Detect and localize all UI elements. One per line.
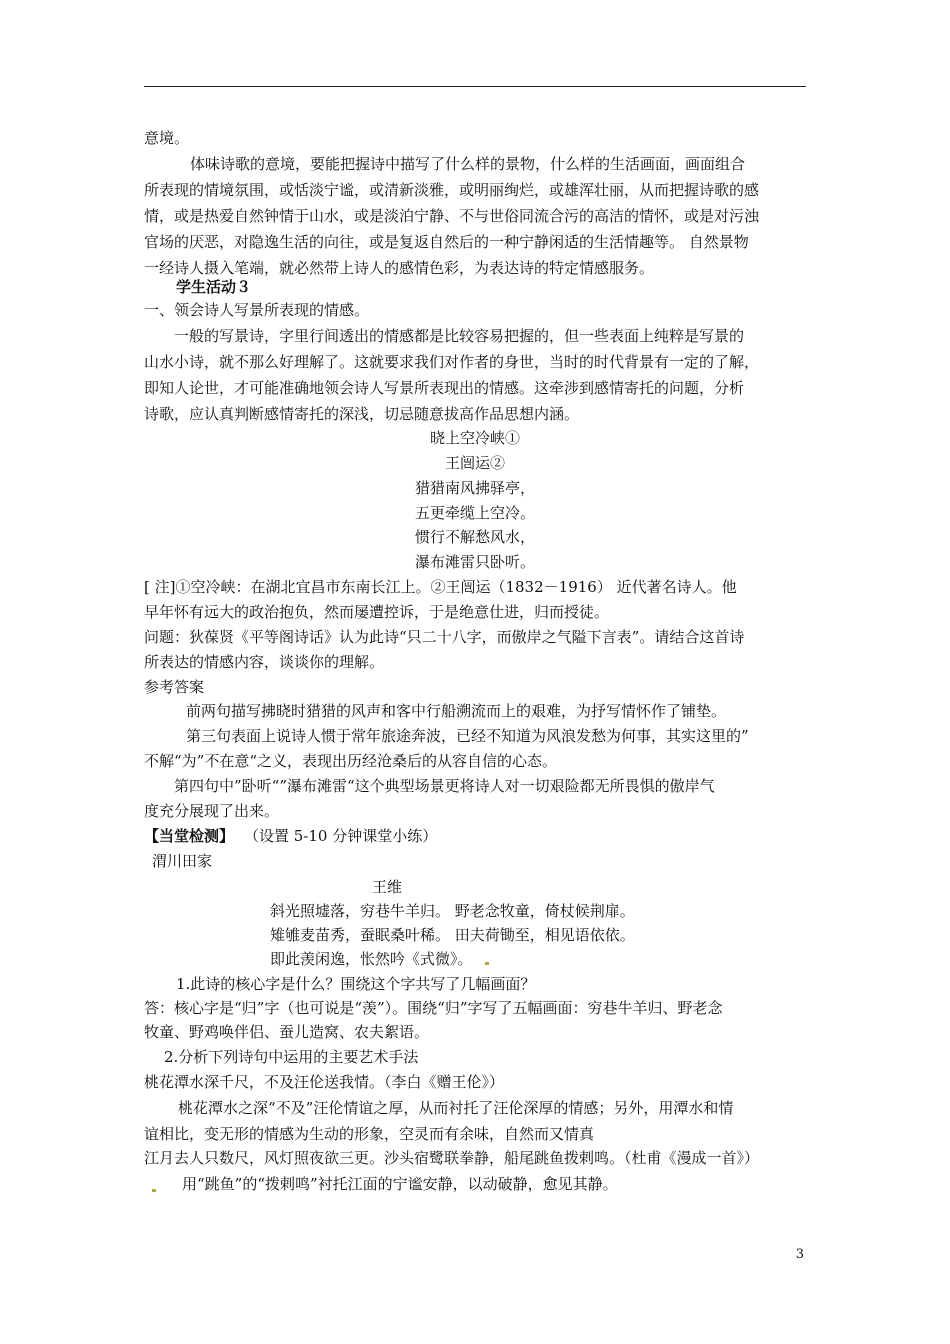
text-line: 意境。 [144, 129, 190, 147]
poem-title: 渭川田家 [152, 852, 213, 870]
text-line: 官场的厌恶，对隐逸生活的向往，或是复返自然后的一种宁静闲适的生活情趣等。 自然景物 [144, 233, 749, 251]
question-line: 所表达的情感内容，谈谈你的理解。 [144, 653, 385, 671]
section-heading-check: 【当堂检测】 [144, 827, 235, 845]
header-rule [144, 86, 806, 87]
section-heading: 学生活动３ [176, 278, 252, 296]
answer-line: 前两句描写拂晓时猎猎的风声和客中行船溯流而上的艰难，为抒写情怀作了铺垫。 [186, 702, 727, 720]
question-line: 问题：狄葆贤《平等阁诗话》认为此诗“只二十八字，而傲岸之气隘下言表”。请结合这首诗 [144, 628, 745, 646]
answer-line: 不解“为”不在意“之义，表现出历经沧桑后的从容自信的心态。 [144, 752, 558, 770]
text-line: 情，或是热爱自然钟情于山水，或是淡泊宁静、不与世俗同流合污的高洁的情怀，或是对污浊 [144, 207, 760, 225]
poem-author: 王闿运② [444, 454, 505, 472]
poem-author: 王维 [372, 878, 403, 896]
section-note: （设置 5-10 分钟课堂小练） [244, 827, 438, 845]
annotation-line: 早年怀有远大的政治抱负，然而屡遭控诉，于是绝意仕进，归而授徒。 [144, 603, 610, 621]
question-line: 1.此诗的核心字是什么？围绕这个字共写了几幅画面？ [176, 975, 536, 993]
answer-line: 用“跳鱼”的“拨剌鸣”衬托江面的宁谧安静，以动破静，愈见其静。 [182, 1175, 618, 1193]
poem-line: 猎猎南风拂驿亭， [414, 479, 535, 497]
answer-line: 牧童、野鸡唤伴侣、蚕儿造窝、农夫絮语。 [144, 1023, 430, 1041]
text-line: 体味诗歌的意境，要能把握诗中描写了什么样的景物，什么样的生活画面，画面组合 [190, 155, 746, 173]
text-line: 即知人论世，才可能准确地领会诗人写景所表现出的情感。这牵涉到感情寄托的问题，分析 [144, 379, 745, 397]
answer-line: 度充分展现了出来。 [144, 802, 280, 820]
answer-line: 第三句表面上说诗人惯于常年旅途奔波，已经不知道为风浪发愁为何事，其实这里的” [186, 727, 749, 745]
answer-line: 第四句中”卧听“”瀑布滩雷“这个典型场景更将诗人对一切艰险都无所畏惧的傲岸气 [174, 777, 715, 795]
text-line: 一经诗人摄入笔端，就必然带上诗人的感情色彩，为表达诗的特定情感服务。 [144, 259, 655, 277]
question-line: 2.分析下列诗句中运用的主要艺术手法 [164, 1048, 419, 1066]
answer-heading: 参考答案 [144, 678, 205, 696]
text-line: 山水小诗，就不那么好理解了。这就要求我们对作者的身世，当时的时代背景有一定的了解， [144, 353, 760, 371]
answer-line: 谊相比，变无形的情感为生动的形象，空灵而有余味，自然而又情真 [144, 1125, 595, 1143]
poem-line: 雉雊麦苗秀，蚕眠桑叶稀。 田夫荷锄至，相见语依依。 [270, 926, 635, 944]
poem-line: 桃花潭水深千尺，不及汪伦送我情。（李白《赠王伦》） [144, 1073, 505, 1091]
answer-line: 答：核心字是“归”字（也可说是“羡”）。围绕“归”字写了五幅画面：穷巷牛羊归、野老念 [144, 999, 723, 1017]
text-line: 所表现的情境氛围，或恬淡宁谧，或清新淡雅，或明丽绚烂，或雄浑壮丽，从而把握诗歌的感 [144, 181, 760, 199]
answer-line: 桃花潭水之深“不及”汪伦情谊之厚，从而衬托了汪伦深厚的情感；另外，用潭水和情 [178, 1099, 734, 1117]
annotation-line: [ 注]①空冷峡：在湖北宜昌市东南长江上。②王闿运（1832－1916） 近代著名诗人。他 [144, 578, 737, 596]
scan-mark [152, 1189, 156, 1192]
poem-line: 即此羡闲逸，怅然吟《式微》。 [270, 950, 473, 968]
poem-title: 晓上空冷峡① [429, 429, 520, 447]
scan-mark [485, 962, 489, 965]
page-number: 3 [795, 1247, 804, 1262]
text-line: 一般的写景诗，字里行间透出的情感都是比较容易把握的，但一些表面上纯粹是写景的 [174, 327, 745, 345]
poem-line: 瀑布滩雷只卧听。 [414, 553, 535, 571]
poem-line: 江月去人只数尺，风灯照夜欲三更。沙头宿鹭联拳静，船尾跳鱼拨剌鸣。（杜甫《漫成一首》） [144, 1149, 760, 1167]
text-line: 一、领会诗人写景所表现的情感。 [144, 301, 370, 319]
text-line: 诗歌，应认真判断感情寄托的深浅，切忌随意拔高作品思想内涵。 [144, 405, 580, 423]
poem-line: 惯行不解愁风水， [414, 528, 535, 546]
poem-line: 五更牵缆上空冷。 [414, 504, 535, 522]
poem-line: 斜光照墟落，穷巷牛羊归。 野老念牧童，倚杖候荆扉。 [270, 902, 635, 920]
